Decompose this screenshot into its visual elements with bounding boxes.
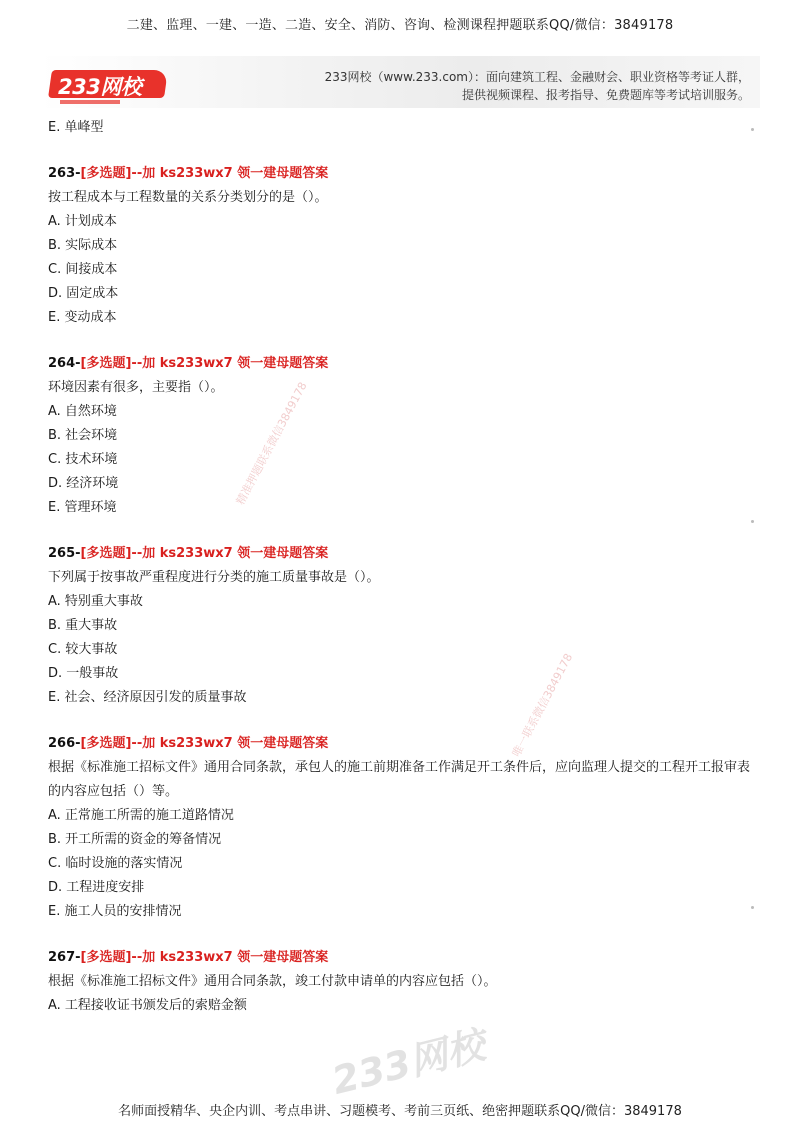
question-number: 263-	[48, 166, 81, 181]
question-267	[48, 946, 760, 1018]
question-tag: [多选题]--加 ks233wx7 领一建母题答案	[80, 546, 329, 561]
question-tag: [多选题]--加 ks233wx7 领一建母题答案	[80, 736, 329, 751]
question-265	[48, 542, 760, 710]
header-description	[325, 68, 750, 104]
watermark-text-1: 精准押题联系微信3849178	[233, 379, 310, 508]
question-number: 267-	[48, 950, 81, 965]
option-a: A. 正常施工所需的施工道路情况	[48, 808, 234, 823]
option-a: A. 工程接收证书颁发后的索赔金额	[48, 998, 247, 1013]
option-b: B. 社会环境	[48, 428, 118, 443]
header-line-2: 提供视频课程、报考指导、免费题库等考试培训服务。	[461, 88, 750, 102]
question-stem: 根据《标准施工招标文件》通用合同条款，承包人的施工前期准备工作满足开工条件后，应向监理人提交的工程开工报审表的内容应包括（）等。	[48, 760, 751, 799]
footer-banner: 名师面授精华、央企内训、考点串讲、习题模考、考前三页纸、绝密押题联系QQ/微信：3849178	[118, 1104, 682, 1119]
option-d: D. 工程进度安排	[48, 880, 145, 895]
option-e: E. 施工人员的安排情况	[48, 904, 182, 919]
question-header	[48, 946, 760, 970]
question-number: 265-	[48, 546, 81, 561]
option-e: E. 管理环境	[48, 500, 117, 515]
question-stem: 下列属于按事故严重程度进行分类的施工质量事故是（）。	[48, 570, 380, 585]
option-b: B. 重大事故	[48, 618, 118, 633]
option-c: C. 较大事故	[48, 642, 118, 657]
option-c: C. 间接成本	[48, 262, 118, 277]
header-line-1: 233网校（www.233.com）：面向建筑工程、金融财会、职业资格等考证人群，	[324, 70, 750, 84]
option-d: D. 固定成本	[48, 286, 119, 301]
question-266	[48, 732, 760, 924]
watermark-text-2: 唯一联系微信3849178	[509, 651, 576, 760]
option-d: D. 经济环境	[48, 476, 119, 491]
question-header	[48, 352, 760, 376]
question-number: 264-	[48, 356, 81, 371]
option-a: A. 特别重大事故	[48, 594, 143, 609]
option-e: E. 变动成本	[48, 310, 117, 325]
option-e: E. 社会、经济原因引发的质量事故	[48, 690, 247, 705]
option-a: A. 自然环境	[48, 404, 117, 419]
option-c: C. 技术环境	[48, 452, 118, 467]
question-tag: [多选题]--加 ks233wx7 领一建母题答案	[80, 950, 329, 965]
question-stem: 按工程成本与工程数量的关系分类划分的是（）。	[48, 190, 328, 205]
watermark-logo: 233网校	[327, 1022, 490, 1104]
question-264	[48, 352, 760, 520]
question-header	[48, 162, 760, 186]
question-stem: 根据《标准施工招标文件》通用合同条款，竣工付款申请单的内容应包括（）。	[48, 974, 497, 989]
option-d: D. 一般事故	[48, 666, 119, 681]
option-a: A. 计划成本	[48, 214, 117, 229]
previous-option: E. 单峰型	[48, 120, 104, 135]
question-content	[48, 116, 760, 1018]
question-header	[48, 732, 760, 756]
option-c: C. 临时设施的落实情况	[48, 856, 183, 871]
question-number: 266-	[48, 736, 81, 751]
brand-logo	[50, 68, 168, 106]
question-tag: [多选题]--加 ks233wx7 领一建母题答案	[80, 356, 329, 371]
question-263	[48, 162, 760, 330]
question-tag: [多选题]--加 ks233wx7 领一建母题答案	[80, 166, 329, 181]
logo-text: 233网校	[58, 75, 142, 99]
question-header	[48, 542, 760, 566]
top-banner: 二建、监理、一建、一造、二造、安全、消防、咨询、检测课程押题联系QQ/微信：3849178	[126, 18, 674, 33]
option-b: B. 开工所需的资金的筹备情况	[48, 832, 222, 847]
option-b: B. 实际成本	[48, 238, 118, 253]
question-stem: 环境因素有很多，主要指（）。	[48, 380, 224, 395]
